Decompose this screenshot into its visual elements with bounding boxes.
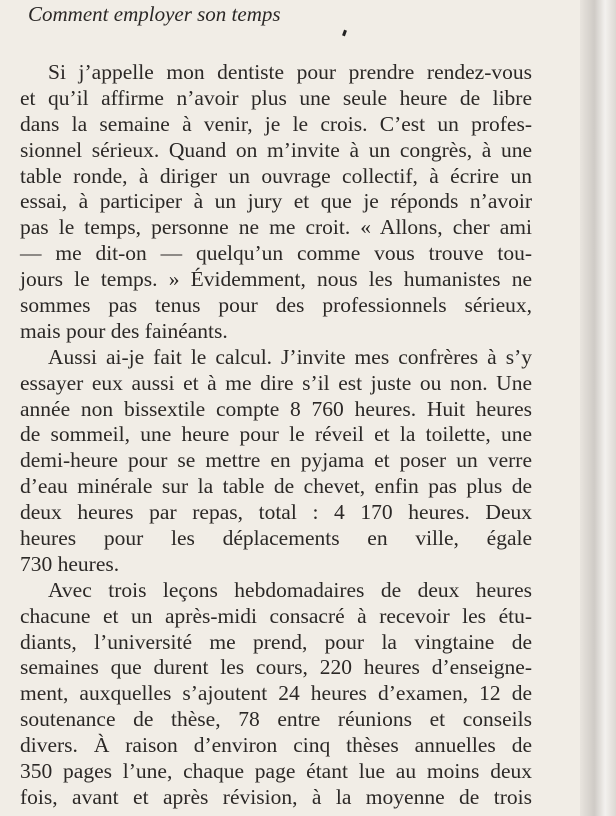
- text-line: Avec trois leçons hebdomadaires de deux heures: [48, 577, 532, 602]
- text-line: table ronde, à diriger un ouvrage collectif, à écrire un: [20, 163, 532, 188]
- text-line: semaines que durent les cours, 220 heures d’enseigne-: [20, 655, 532, 680]
- text-line: sommes pas tenus pour des professionnels sérieux,: [20, 293, 532, 318]
- text-line: chacune et un après-midi consacré à recevoir les étu-: [20, 603, 532, 628]
- text-line: et qu’il affirme n’avoir plus une seule heure de libre: [20, 85, 532, 110]
- text-line: demi-heure pour se mettre en pyjama et poser un verre: [20, 448, 532, 473]
- ink-mark: [342, 30, 347, 37]
- text-line: 730 heures.: [20, 551, 120, 576]
- text-line: mais pour des fainéants.: [20, 318, 228, 343]
- text-line: Si j’appelle mon dentiste pour prendre rendez-vous: [48, 60, 532, 84]
- running-header: Comment employer son temps: [28, 2, 281, 26]
- text-line: deux heures par repas, total : 4 170 heures. Deux: [20, 500, 532, 525]
- text-line: sionnel sérieux. Quand on m’invite à un congrès, à une: [20, 137, 532, 162]
- text-line: année non bissextile compte 8 760 heures. Huit heures: [20, 396, 532, 421]
- text-line: 350 pages l’une, chaque page étant lue au moins deux: [20, 759, 532, 784]
- text-line: diants, l’université me prend, pour la vingtaine de: [20, 629, 532, 654]
- text-line: de sommeil, une heure pour le réveil et la toilette, une: [20, 422, 532, 447]
- text-line: pas le temps, personne ne me croit. « Allons, cher ami: [20, 215, 532, 240]
- text-line: heures pour les déplacements en ville, égale: [20, 526, 532, 551]
- text-line: dans la semaine à venir, je le crois. C’est un profes-: [20, 111, 532, 136]
- text-line: divers. À raison d’environ cinq thèses annuelles de: [20, 733, 532, 758]
- text-line: soutenance de thèse, 78 entre réunions et conseils: [20, 707, 532, 732]
- text-line: essayer eux aussi et à me dire s’il est juste ou non. Une: [20, 370, 532, 395]
- text-line: Aussi ai-je fait le calcul. J’invite mes confrères à s’y: [48, 344, 532, 369]
- text-line: fois, avant et après révision, à la moyenne de trois: [20, 784, 532, 809]
- page-edge: [580, 0, 616, 816]
- text-line: essai, à participer à un jury et que je réponds n’avoir: [20, 189, 532, 214]
- text-line: — me dit-on — quelqu’un comme vous trouve tou-: [20, 241, 532, 266]
- text-line: d’eau minérale sur la table de chevet, enfin pas plus de: [20, 474, 532, 499]
- text-line: jours le temps. » Évidemment, nous les humanistes ne: [20, 267, 532, 292]
- text-line: ment, auxquelles s’ajoutent 24 heures d’examen, 12 de: [20, 681, 532, 706]
- body-text: [20, 60, 532, 811]
